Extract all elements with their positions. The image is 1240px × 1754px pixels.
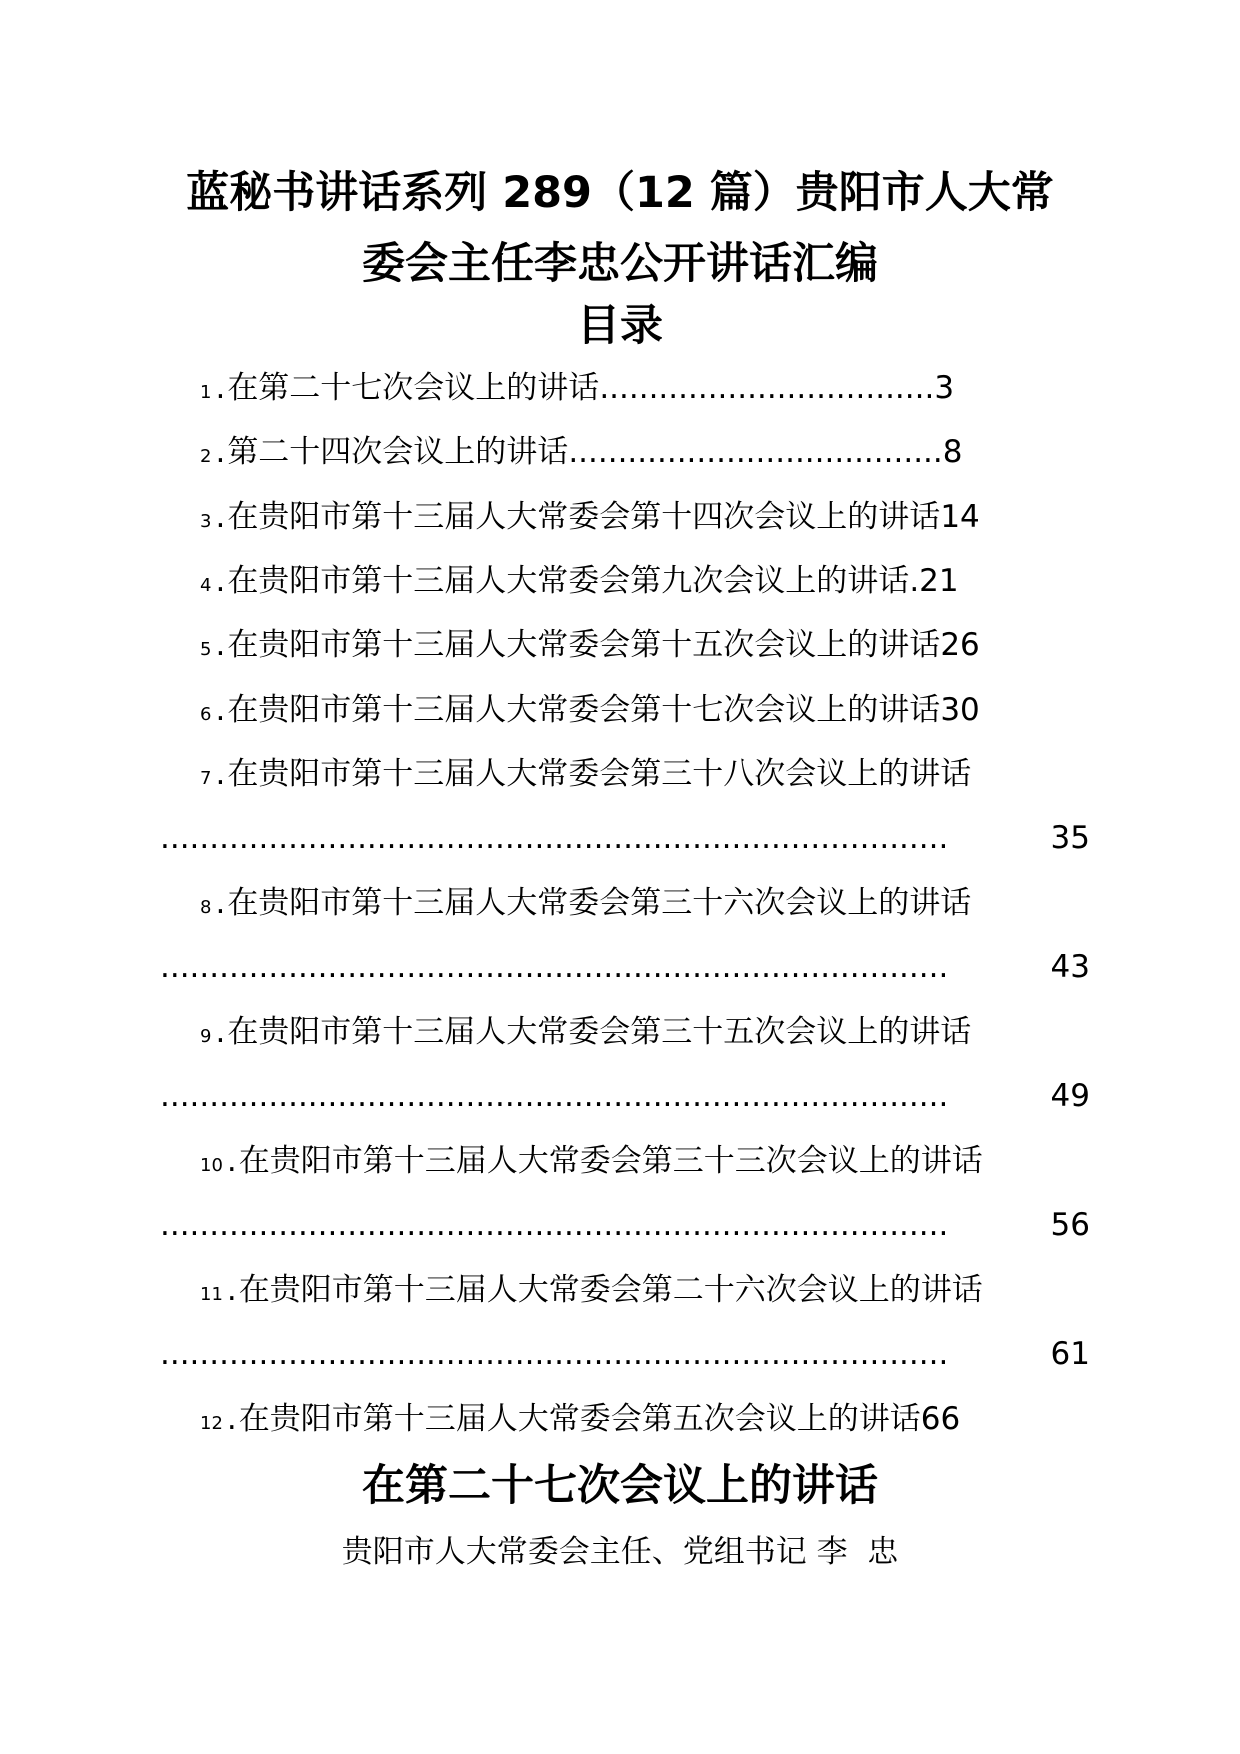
- toc-entry-title: 在贵阳市第十三届人大常委会第三十八次会议上的讲话: [227, 756, 972, 792]
- toc-entry-number: 12: [200, 1413, 223, 1434]
- toc-entry-title: 在第二十七次会议上的讲话: [227, 370, 600, 406]
- toc-entry-separator: .: [215, 434, 226, 470]
- author-line: 贵阳市人大常委会主任、党组书记 李 忠: [341, 1534, 899, 1570]
- toc-entry-leader: ................................................................................: [160, 952, 949, 983]
- toc-entry[interactable]: [200, 627, 1090, 663]
- toc-entry[interactable]: [200, 756, 1090, 792]
- toc-entry-title: 在贵阳市第十三届人大常委会第九次会议上的讲话: [227, 563, 910, 599]
- toc-entry-leader: ................................................................................: [160, 1210, 949, 1241]
- toc-entry-continuation[interactable]: [160, 1207, 1090, 1243]
- toc-entry-leader: .: [909, 566, 920, 597]
- toc-entry[interactable]: [200, 434, 1090, 470]
- toc-entry-page: 8: [942, 434, 963, 470]
- toc-entry-page: 35: [1050, 820, 1090, 856]
- toc-entry-separator: .: [215, 1014, 226, 1050]
- toc-entry-page: 30: [940, 692, 980, 728]
- toc-entry-page: 26: [940, 627, 980, 663]
- toc-entry[interactable]: [200, 692, 1090, 728]
- toc-entry-number: 5: [200, 639, 212, 660]
- document-title-line-1: 蓝秘书讲话系列 289（12 篇）贵阳市人大常: [186, 168, 1054, 218]
- toc-entry-leader: ..................................: [599, 373, 935, 404]
- document-title-line-2: 委会主任李忠公开讲话汇编: [362, 239, 878, 289]
- toc-entry-leader: ................................................................................: [160, 823, 949, 854]
- toc-entry-number: 8: [200, 897, 212, 918]
- toc-entry-continuation[interactable]: [160, 1078, 1090, 1114]
- toc-entry-leader: ................................................................................: [160, 1081, 949, 1112]
- toc-entry[interactable]: [200, 563, 1090, 599]
- toc-entry-separator: .: [226, 1143, 237, 1179]
- toc-entry-separator: .: [215, 627, 226, 663]
- toc-entry-page: 66: [920, 1401, 961, 1437]
- toc-entry[interactable]: [200, 1272, 1090, 1308]
- toc-entry-page: 21: [919, 563, 959, 599]
- toc-heading: 目录: [577, 301, 663, 351]
- toc-entry[interactable]: [200, 1014, 1090, 1050]
- toc-entry-title: 在贵阳市第十三届人大常委会第三十三次会议上的讲话: [238, 1143, 983, 1179]
- toc-entry-title: 在贵阳市第十三届人大常委会第二十六次会议上的讲话: [238, 1272, 983, 1308]
- toc-entry-separator: .: [215, 885, 226, 921]
- toc-entry-page: 56: [1050, 1207, 1090, 1243]
- toc-entry[interactable]: [200, 885, 1090, 921]
- toc-entry-page: 61: [1050, 1336, 1090, 1372]
- toc-entry-leader: ................................................................................: [160, 1339, 949, 1370]
- toc-entry-separator: .: [215, 563, 226, 599]
- toc-entry[interactable]: [200, 1401, 1090, 1437]
- toc-entry-separator: .: [226, 1272, 237, 1308]
- toc-entry-number: 9: [200, 1026, 212, 1047]
- toc-entry-continuation[interactable]: [160, 949, 1090, 985]
- toc-entry-title: 在贵阳市第十三届人大常委会第十七次会议上的讲话: [227, 692, 941, 728]
- toc-entry[interactable]: [200, 370, 1090, 406]
- toc-entry-number: 1: [200, 382, 212, 403]
- toc-entry-title: 在贵阳市第十三届人大常委会第三十六次会议上的讲话: [227, 885, 972, 921]
- toc-entry-number: 10: [200, 1155, 223, 1176]
- toc-entry-page: 3: [934, 370, 955, 406]
- toc-entry-title: 第二十四次会议上的讲话: [227, 434, 569, 470]
- toc-entry[interactable]: [200, 499, 1090, 535]
- toc-entry[interactable]: [200, 1143, 1090, 1179]
- toc-entry-page: 43: [1050, 949, 1090, 985]
- toc-entry-separator: .: [215, 756, 226, 792]
- toc-entry-number: 3: [200, 511, 212, 532]
- toc-entry-continuation[interactable]: [160, 1336, 1090, 1372]
- toc-entry-separator: .: [215, 499, 226, 535]
- toc-entry-separator: .: [226, 1401, 237, 1437]
- toc-entry-number: 11: [200, 1284, 223, 1305]
- toc-entry-title: 在贵阳市第十三届人大常委会第十五次会议上的讲话: [227, 627, 941, 663]
- toc-entry-number: 2: [200, 446, 212, 467]
- toc-entry-separator: .: [215, 692, 226, 728]
- toc-entry-title: 在贵阳市第十三届人大常委会第十四次会议上的讲话: [227, 499, 941, 535]
- toc-entry-leader: ......................................: [568, 437, 943, 468]
- toc-entry-separator: .: [215, 370, 226, 406]
- toc-entry-page: 49: [1050, 1078, 1090, 1114]
- toc-entry-number: 4: [200, 575, 212, 596]
- toc-entry-continuation[interactable]: [160, 820, 1090, 856]
- toc-entry-number: 7: [200, 768, 212, 789]
- toc-entry-page: 14: [940, 499, 980, 535]
- section-title: 在第二十七次会议上的讲话: [362, 1461, 878, 1511]
- toc-entry-title: 在贵阳市第十三届人大常委会第三十五次会议上的讲话: [227, 1014, 972, 1050]
- toc-entry-title: 在贵阳市第十三届人大常委会第五次会议上的讲话: [238, 1401, 921, 1437]
- toc-entry-number: 6: [200, 704, 212, 725]
